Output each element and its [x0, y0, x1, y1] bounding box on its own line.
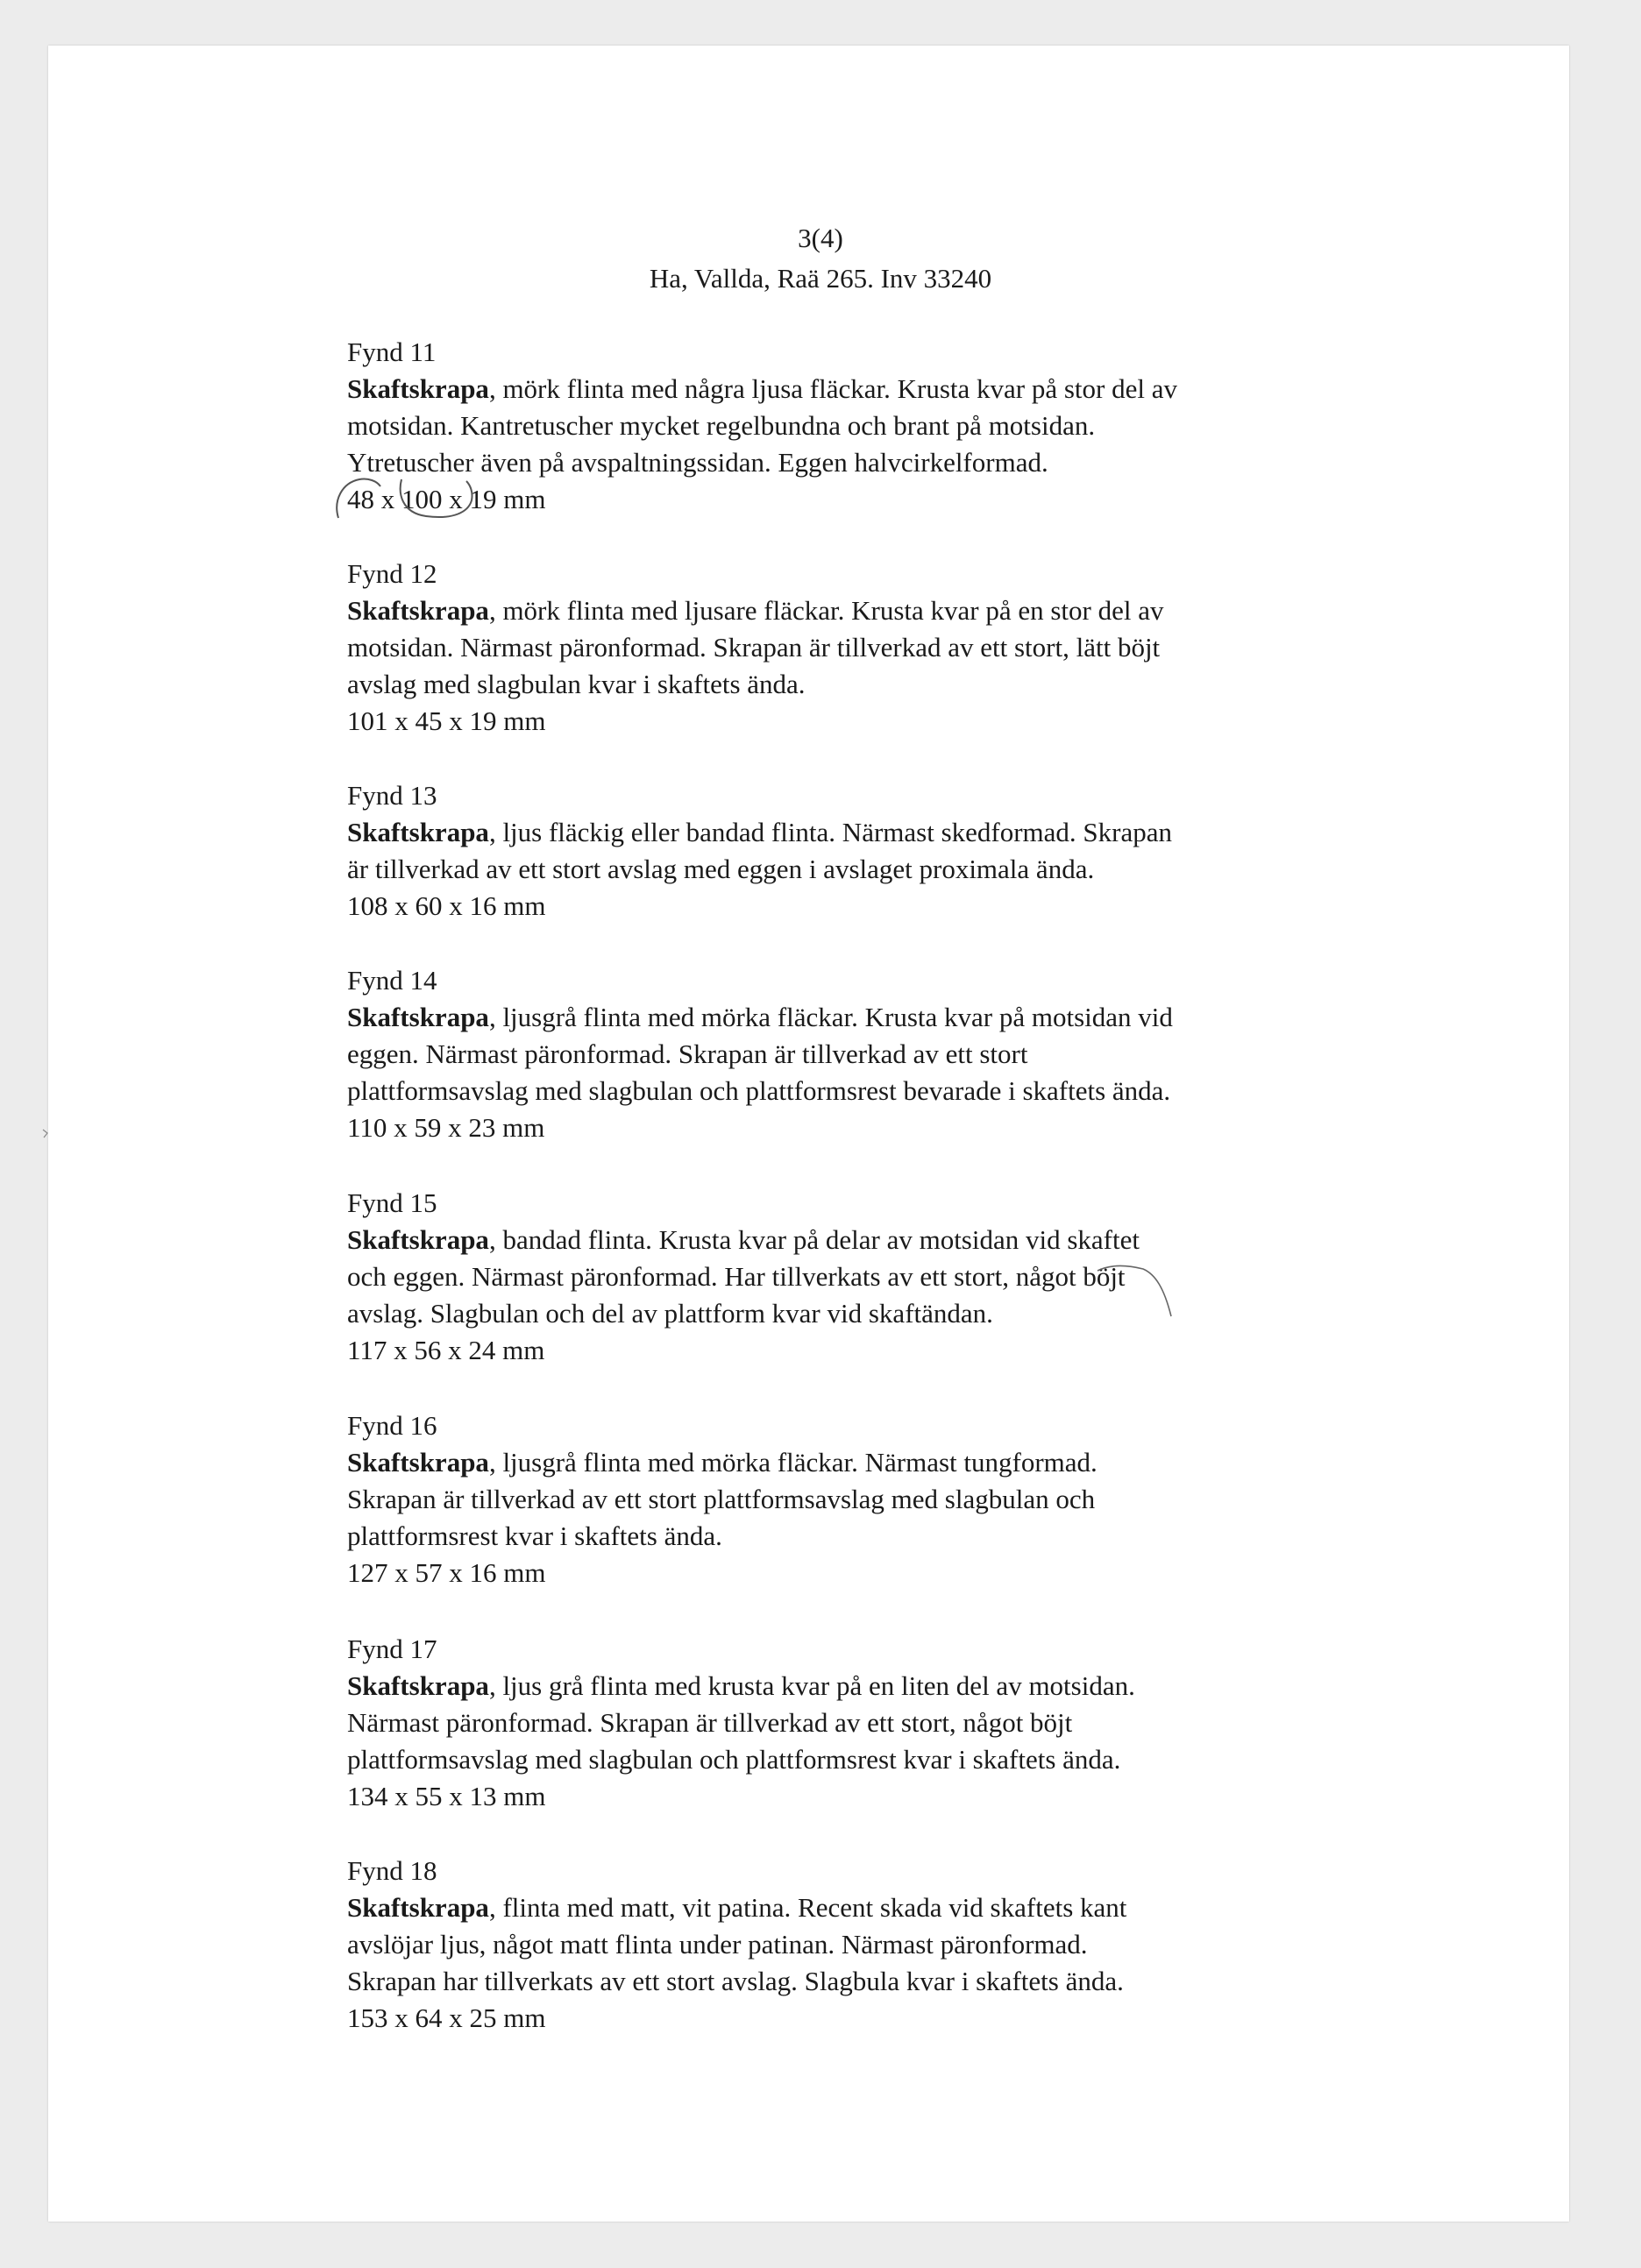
find-description-line: Skaftskrapa, mörk flinta med ljusare fläckar. Krusta kvar på en stor del av — [347, 595, 1164, 626]
find-entry — [347, 556, 1311, 740]
find-description-line: Skrapan är tillverkad av ett stort plattformsavslag med slagbulan och — [347, 1484, 1096, 1514]
find-description-line: plattformsrest kvar i skaftets ända. — [347, 1520, 722, 1551]
find-description-line: plattformsavslag med slagbulan och plattformsrest kvar i skaftets ända. — [347, 1744, 1121, 1775]
find-heading: Fynd 15 — [347, 1187, 437, 1218]
find-heading: Fynd 17 — [347, 1634, 437, 1664]
find-heading: Fynd 12 — [347, 558, 437, 589]
find-dimensions: 101 x 45 x 19 mm — [347, 705, 546, 736]
find-description-line: eggen. Närmast päronformad. Skrapan är tillverkad av ett stort — [347, 1038, 1028, 1069]
find-dimensions: 108 x 60 x 16 mm — [347, 890, 546, 921]
find-description-line: motsidan. Kantretuscher mycket regelbundna och brant på motsidan. — [347, 410, 1096, 441]
find-description-line: motsidan. Närmast päronformad. Skrapan är tillverkad av ett stort, lätt böjt — [347, 632, 1161, 663]
find-description-line: avslag. Slagbulan och del av plattform kvar vid skaftändan. — [347, 1298, 993, 1329]
find-entry — [347, 1185, 1311, 1369]
find-entry — [347, 962, 1311, 1146]
find-heading: Fynd 16 — [347, 1410, 437, 1441]
find-description-line: Skaftskrapa, bandad flinta. Krusta kvar på delar av motsidan vid skaftet — [347, 1224, 1140, 1255]
artifact-type: Skaftskrapa — [347, 817, 489, 847]
find-description-line: och eggen. Närmast päronformad. Har tillverkats av ett stort, något böjt — [347, 1261, 1126, 1292]
artifact-type: Skaftskrapa — [347, 1002, 489, 1032]
find-description-line: Skaftskrapa, ljusgrå flinta med mörka fläckar. Närmast tungformad. — [347, 1447, 1098, 1478]
find-heading: Fynd 18 — [347, 1855, 437, 1886]
find-heading: Fynd 13 — [347, 780, 437, 811]
find-description-line: Skaftskrapa, ljus fläckig eller bandad flinta. Närmast skedformad. Skrapan — [347, 817, 1172, 847]
find-entry — [347, 334, 1311, 518]
find-heading: Fynd 11 — [347, 337, 437, 367]
find-heading: Fynd 14 — [347, 965, 437, 996]
find-dimensions: 48 x 100 x 19 mm — [347, 484, 546, 514]
find-description-line: Skaftskrapa, flinta med matt, vit patina. Recent skada vid skaftets kant — [347, 1892, 1127, 1923]
artifact-type: Skaftskrapa — [347, 1447, 489, 1478]
find-dimensions: 117 x 56 x 24 mm — [347, 1335, 545, 1365]
find-description-line: Närmast päronformad. Skrapan är tillverkad av ett stort, något böjt — [347, 1707, 1073, 1738]
find-description-line: avslöjar ljus, något matt flinta under patinan. Närmast päronformad. — [347, 1929, 1088, 1960]
find-entry — [347, 1407, 1311, 1591]
find-dimensions: 153 x 64 x 25 mm — [347, 2002, 546, 2033]
find-description-line: Skrapan har tillverkats av ett stort avslag. Slagbula kvar i skaftets ända. — [347, 1966, 1124, 1996]
find-description-line: Skaftskrapa, ljus grå flinta med krusta kvar på en liten del av motsidan. — [347, 1670, 1135, 1701]
find-description-line: är tillverkad av ett stort avslag med eggen i avslaget proximala ända. — [347, 854, 1095, 884]
artifact-type: Skaftskrapa — [347, 595, 489, 626]
find-entry — [347, 1853, 1311, 2037]
artifact-type: Skaftskrapa — [347, 1224, 489, 1255]
find-dimensions: 127 x 57 x 16 mm — [347, 1557, 546, 1588]
document-title: Ha, Vallda, Raä 265. Inv 33240 — [649, 263, 992, 294]
find-description-line: avslag med slagbulan kvar i skaftets ända. — [347, 669, 806, 699]
find-description-line: plattformsavslag med slagbulan och plattformsrest bevarade i skaftets ända. — [347, 1075, 1171, 1106]
find-description-line: Skaftskrapa, mörk flinta med några ljusa fläckar. Krusta kvar på stor del av — [347, 373, 1178, 404]
artifact-type: Skaftskrapa — [347, 1670, 489, 1701]
find-description-line: Ytretuscher även på avspaltningssidan. Eggen halvcirkelformad. — [347, 447, 1048, 478]
find-dimensions: 134 x 55 x 13 mm — [347, 1781, 546, 1811]
find-entry — [347, 777, 1311, 925]
find-entry — [347, 1631, 1311, 1815]
page-number: 3(4) — [798, 223, 843, 253]
find-description-line: Skaftskrapa, ljusgrå flinta med mörka fläckar. Krusta kvar på motsidan vid — [347, 1002, 1173, 1032]
find-dimensions: 110 x 59 x 23 mm — [347, 1112, 545, 1143]
artifact-type: Skaftskrapa — [347, 373, 489, 404]
artifact-type: Skaftskrapa — [347, 1892, 489, 1923]
